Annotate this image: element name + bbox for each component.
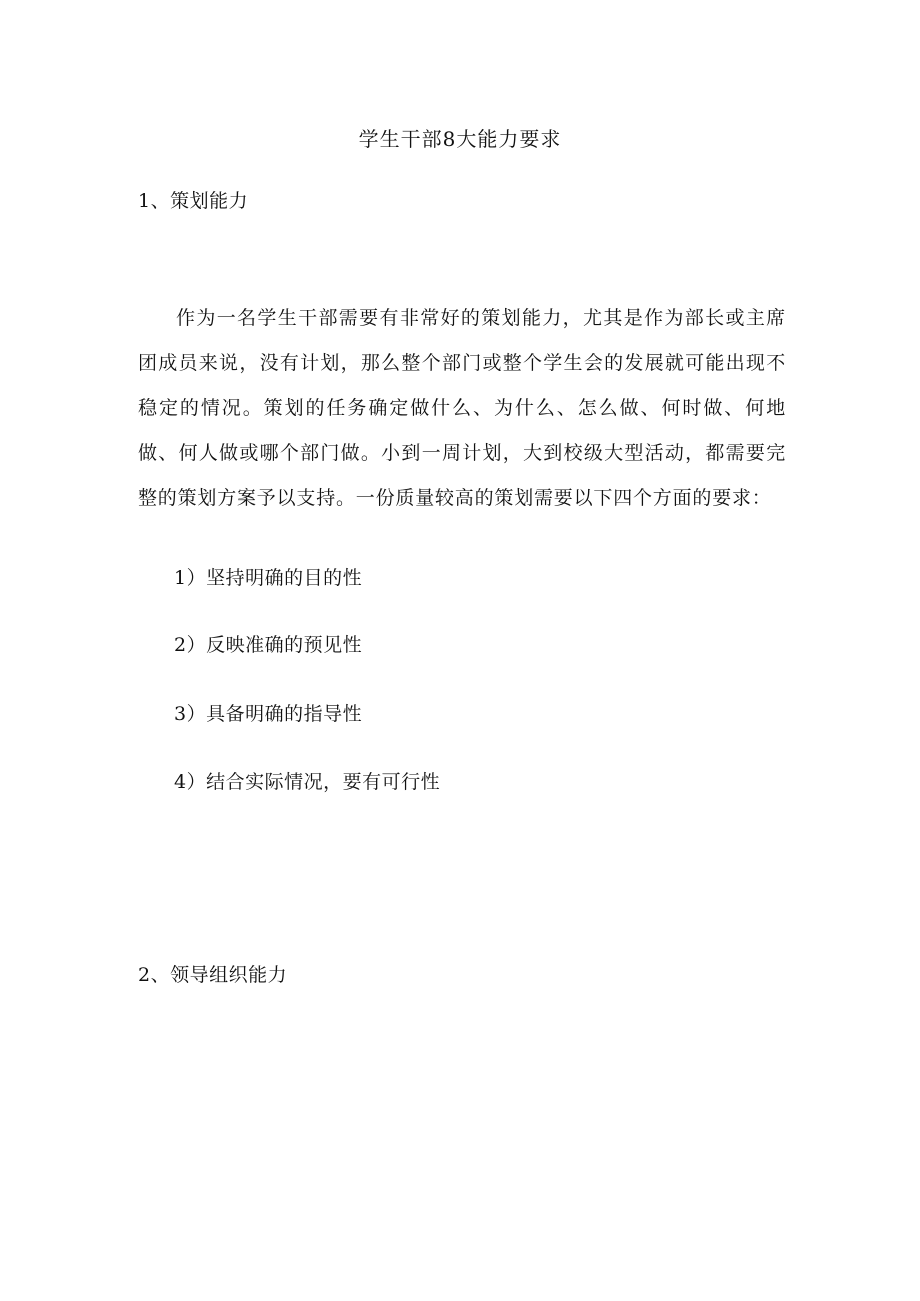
document-title: 学生干部8大能力要求 [358, 127, 562, 151]
section-heading-leadership: 2、领导组织能力 [138, 964, 288, 986]
requirement-item: 3）具备明确的指导性 [174, 703, 363, 725]
section-heading-planning: 1、策划能力 [138, 190, 249, 212]
section-paragraph-planning: 作为一名学生干部需要有非常好的策划能力，尤其是作为部长或主席团成员来说，没有计划，那么整个部门或整个学生会的发展就可能出现不稳定的情况。策划的任务确定做什么、为什么、怎么做、何时做、何地做、何人做或哪个部门做。小到一周计划，大到校级大型活动，都需要完整的策划方案予以支持。一份质量较高的策划需要以下四个方面的要求： [138, 307, 786, 509]
requirement-item: 4）结合实际情况，要有可行性 [174, 771, 441, 793]
requirement-item: 2）反映准确的预见性 [174, 634, 363, 656]
requirement-item: 1）坚持明确的目的性 [174, 567, 363, 589]
